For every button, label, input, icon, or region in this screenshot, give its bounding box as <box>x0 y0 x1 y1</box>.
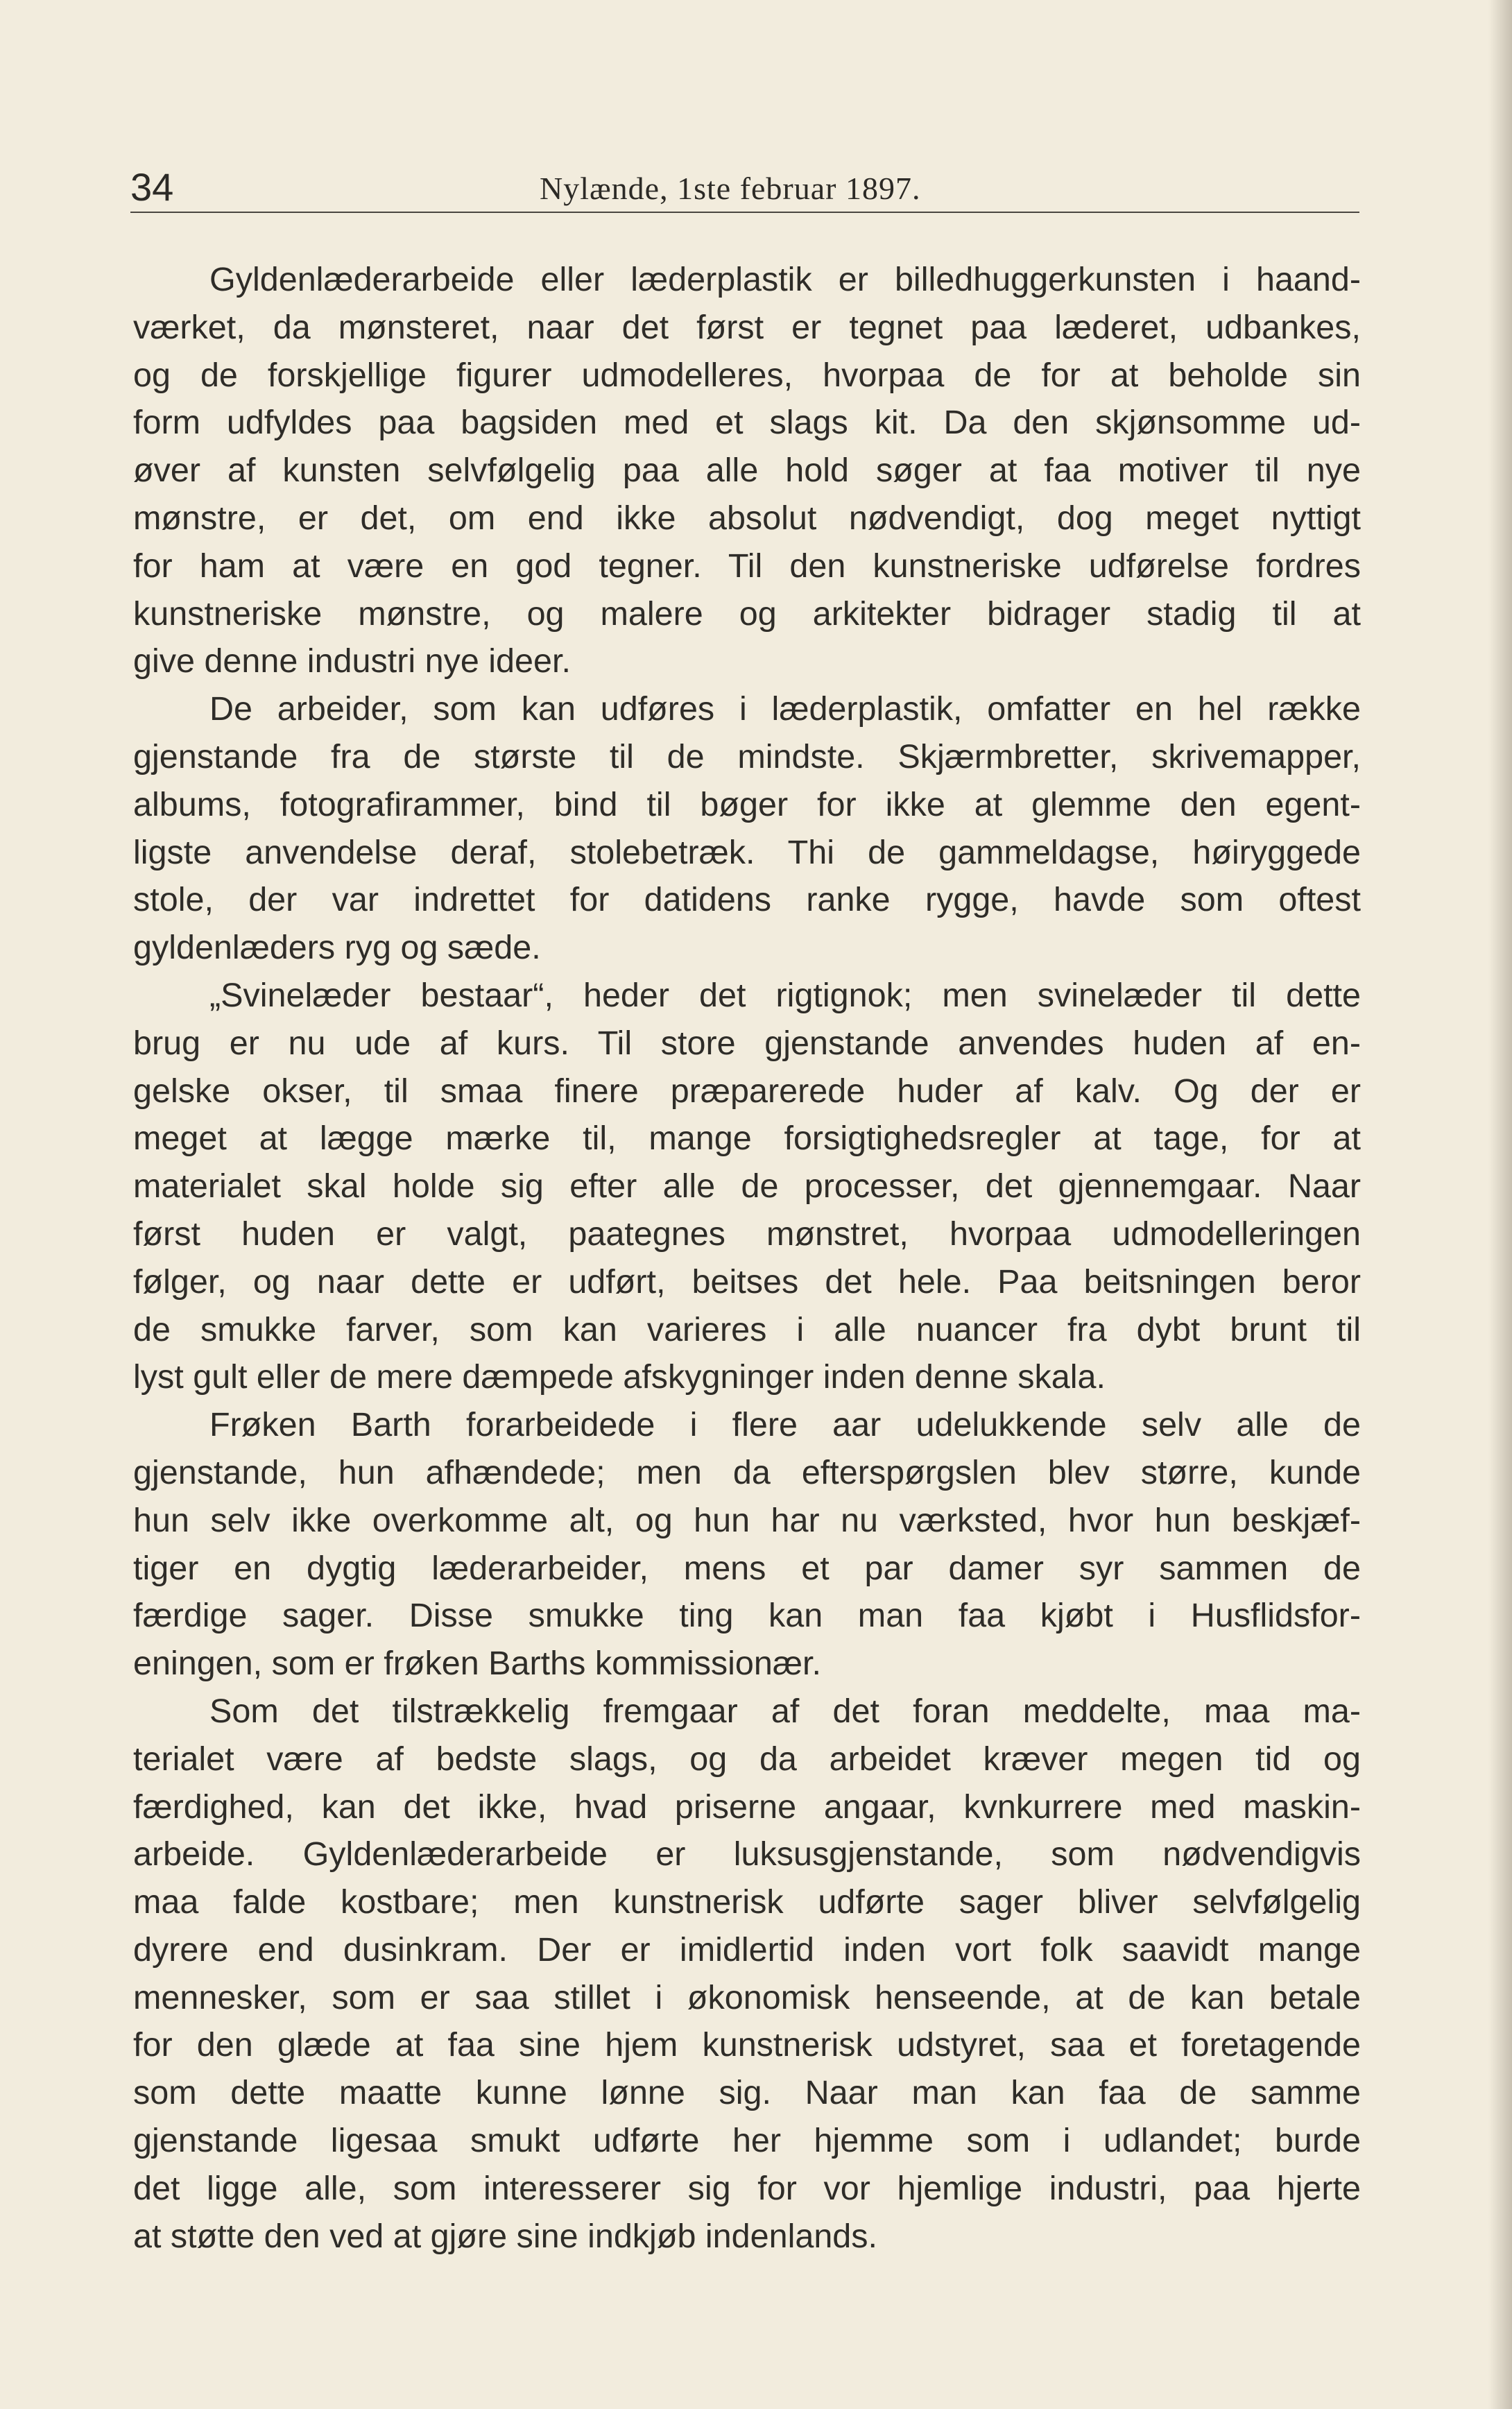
text-line: færdige sager. Disse smukke ting kan man faa kjøbt i Husflidsfor- <box>133 1597 1361 1635</box>
article-body <box>133 256 1361 2260</box>
text-line: stole, der var indrettet for datidens ranke rygge, havde som oftest <box>133 881 1361 919</box>
text-line: brug er nu ude af kurs. Til store gjenstande anvendes huden af en- <box>133 1024 1361 1062</box>
text-line: meget at lægge mærke til, mange forsigtighedsregler at tage, for at <box>133 1120 1361 1158</box>
text-line: hun selv ikke overkomme alt, og hun har nu værksted, hvor hun beskjæf- <box>133 1501 1361 1539</box>
text-line: albums, fotografirammer, bind til bøger for ikke at glemme den egent- <box>133 785 1361 823</box>
text-line: det ligge alle, som interesserer sig for vor hjemlige industri, paa hjerte <box>133 2169 1361 2207</box>
text-line: maa falde kostbare; men kunstnerisk udførte sager bliver selvfølgelig <box>133 1883 1361 1921</box>
page-header <box>130 153 1359 215</box>
text-line: for den glæde at faa sine hjem kunstnerisk udstyret, saa et foretagende <box>133 2026 1361 2064</box>
running-head: Nylænde, 1ste februar 1897. <box>540 171 921 206</box>
text-line: mennesker, som er saa stillet i økonomisk henseende, at de kan betale <box>133 1978 1361 2016</box>
paragraph <box>133 1688 1361 2261</box>
text-line: de smukke farver, som kan varieres i alle nuancer fra dybt brunt til <box>133 1310 1361 1348</box>
text-line: følger, og naar dette er udført, beitses det hele. Paa beitsningen beror <box>133 1262 1361 1301</box>
text-line: dyrere end dusinkram. Der er imidlertid inden vort folk saavidt mange <box>133 1930 1361 1969</box>
text-line: øver af kunsten selvfølgelig paa alle hold søger at faa motiver til nye <box>133 452 1361 490</box>
text-line: Gyldenlæderarbeide eller læderplastik er billedhuggerkunsten i haand- <box>209 261 1361 298</box>
text-line: færdighed, kan det ikke, hvad priserne angaar, kvnkurrere med maskin- <box>133 1788 1361 1826</box>
page-number: 34 <box>130 165 174 209</box>
paragraph <box>133 1401 1361 1688</box>
header-rule <box>130 212 1359 213</box>
text-line: værket, da mønsteret, naar det først er tegnet paa læderet, udbankes, <box>133 308 1361 346</box>
text-line: gelske okser, til smaa finere præparerede huder af kalv. Og der er <box>133 1072 1361 1110</box>
text-line: kunstneriske mønstre, og malere og arkitekter bidrager stadig til at <box>133 594 1361 633</box>
paragraph <box>133 972 1361 1401</box>
text-line: arbeide. Gyldenlæderarbeide er luksusgjenstande, som nødvendigvis <box>133 1835 1361 1874</box>
text-line: ligste anvendelse deraf, stolebetræk. Thi de gammeldagse, høiryggede <box>133 833 1361 871</box>
text-line: „Svinelæder bestaar“, heder det rigtignok; men svinelæder til dette <box>209 976 1361 1014</box>
text-line: gjenstande, hun afhændede; men da efterspørgslen blev større, kunde <box>133 1453 1361 1491</box>
text-line: gyldenlæders ryg og sæde. <box>133 929 541 967</box>
text-line: terialet være af bedste slags, og da arbeidet kræver megen tid og <box>133 1740 1361 1778</box>
paragraph <box>133 685 1361 972</box>
text-line: lyst gult eller de mere dæmpede afskygninger inden denne skala. <box>133 1358 1106 1396</box>
text-line: materialet skal holde sig efter alle de processer, det gjennemgaar. Naar <box>133 1167 1361 1206</box>
text-line: at støtte den ved at gjøre sine indkjøb indenlands. <box>133 2217 877 2255</box>
text-line: gjenstande ligesaa smukt udførte her hjemme som i udlandet; burde <box>133 2122 1361 2160</box>
text-line: gjenstande fra de største til de mindste. Skjærmbretter, skrivemapper, <box>133 737 1361 775</box>
text-line: Frøken Barth forarbeidede i flere aar udelukkende selv alle de <box>209 1406 1361 1444</box>
text-line: De arbeider, som kan udføres i læderplastik, omfatter en hel række <box>209 690 1361 728</box>
paragraph <box>133 256 1361 685</box>
text-line: eningen, som er frøken Barths kommissionær. <box>133 1645 821 1683</box>
text-line: og de forskjellige figurer udmodelleres, hvorpaa de for at beholde sin <box>133 356 1361 394</box>
text-line: for ham at være en god tegner. Til den kunstneriske udførelse fordres <box>133 547 1361 585</box>
text-line: give denne industri nye ideer. <box>133 642 571 680</box>
page-edge-shadow <box>1488 0 1512 2409</box>
text-line: Som det tilstrækkelig fremgaar af det foran meddelte, maa ma- <box>209 1692 1361 1730</box>
text-line: mønstre, er det, om end ikke absolut nødvendigt, dog meget nyttigt <box>133 499 1361 537</box>
text-line: som dette maatte kunne lønne sig. Naar man kan faa de samme <box>133 2074 1361 2112</box>
text-line: først huden er valgt, paategnes mønstret, hvorpaa udmodelleringen <box>133 1215 1361 1253</box>
text-line: tiger en dygtig læderarbeider, mens et par damer syr sammen de <box>133 1549 1361 1587</box>
text-line: form udfyldes paa bagsiden med et slags kit. Da den skjønsomme ud- <box>133 404 1361 442</box>
